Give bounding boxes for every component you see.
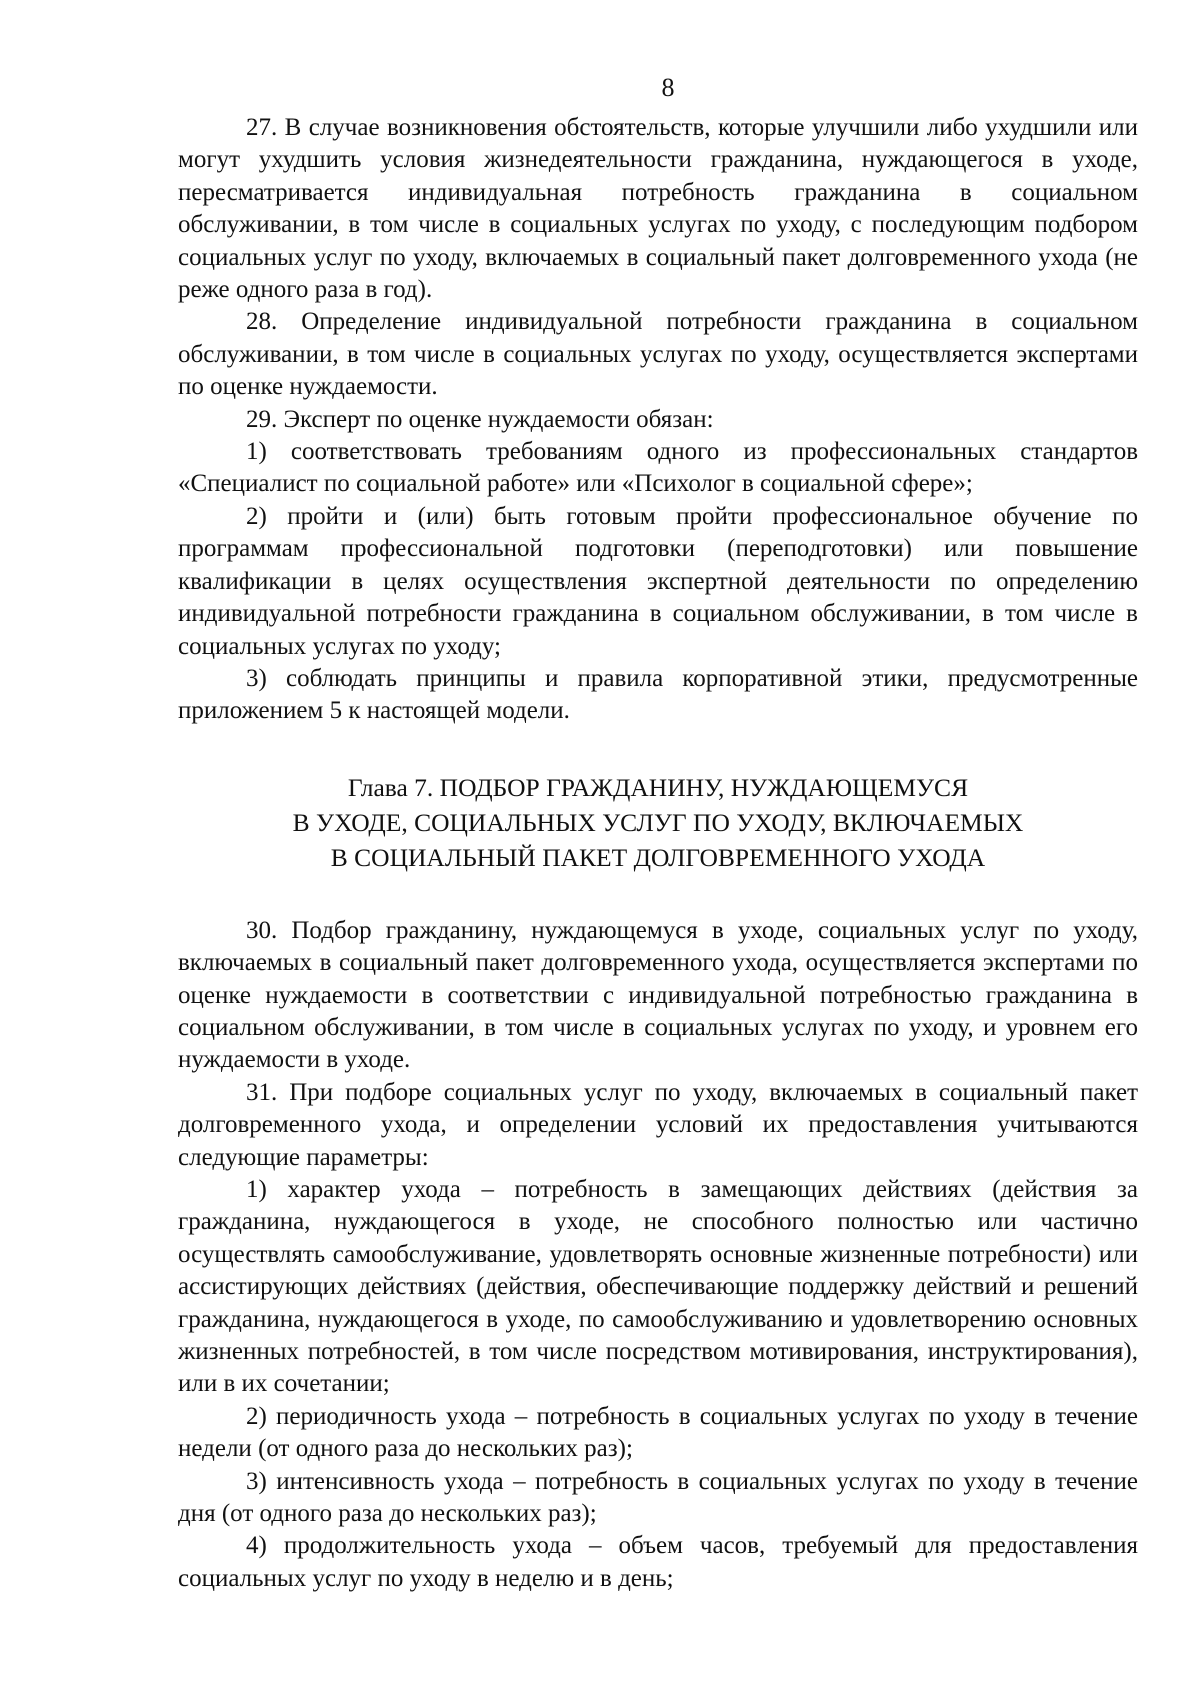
page-number: 8: [661, 73, 675, 102]
chapter-title-line-2: В УХОДЕ, СОЦИАЛЬНЫХ УСЛУГ ПО УХОДУ, ВКЛЮЧАЕМЫХ: [292, 807, 1024, 837]
list-item-31-3: 3) интенсивность ухода – потребность в социальных услугах по уходу в течение дня (от одного раза до нескольких раз);: [178, 1467, 1138, 1528]
list-item-31-2: 2) периодичность ухода – потребность в социальных услугах по уходу в течение недели (от одного раза до нескольких раз);: [178, 1402, 1138, 1463]
chapter-title-line-3: В СОЦИАЛЬНЫЙ ПАКЕТ ДОЛГОВРЕМЕННОГО УХОДА: [330, 842, 986, 872]
list-item-29-1: 1) соответствовать требованиям одного из профессиональных стандартов «Специалист по социальной работе» или «Психолог в социальной сфере»;: [178, 438, 1138, 498]
list-item-29-3: 3) соблюдать принципы и правила корпоративной этики, предусмотренные приложением 5 к настоящей модели.: [178, 664, 1138, 725]
section-before-chapter: [178, 112, 1138, 728]
paragraph-27: 27. В случае возникновения обстоятельств, которые улучшили либо ухудшили или могут ухудшить условия жизнедеятельности гражданина, нуждающегося в уходе, пересматривается индивидуальная потребность гражданина в социальном обслуживании, в том числе в социальных услугах по уходу, с последующим подбором социальных услуг по уходу, включаемых в социальный пакет долговременного ухода (не реже одного раза в год).: [178, 114, 1138, 304]
paragraph-28: 28. Определение индивидуальной потребности гражданина в социальном обслуживании, в том числе в социальных услугах по уходу, осуществляется экспертами по оценке нуждаемости.: [178, 308, 1138, 401]
chapter-title: [178, 770, 1138, 875]
list-item-31-1: 1) характер ухода – потребность в замещающих действиях (действия за гражданина, нуждающегося в уходе, не способного полностью или частично осуществлять самообслуживание, удовлетворять основные жизненные потребности) или ассистирующих действиях (действия, обеспечивающие поддержку действий и решений гражданина, нуждающегося в уходе, по самообслуживанию и удовлетворению основных жизненных потребностей, в том числе посредством мотивирования, инструктирования), или в их сочетании;: [178, 1175, 1138, 1398]
list-item-29-2: 2) пройти и (или) быть готовым пройти профессиональное обучение по программам профессиональной подготовки (переподготовки) или повышение квалификации в целях осуществления экспертной деятельности по определению индивидуальной потребности гражданина в социальном обслуживании, в том числе в социальных услугах по уходу;: [178, 502, 1138, 660]
document-page: [178, 72, 1138, 1595]
list-item-31-4: 4) продолжительность ухода – объем часов, требуемый для предоставления социальных услуг по уходу в неделю и в день;: [178, 1532, 1138, 1592]
paragraph-29: 29. Эксперт по оценке нуждаемости обязан:: [246, 405, 714, 433]
section-after-chapter: [178, 915, 1138, 1596]
chapter-title-line-1: Глава 7. ПОДБОР ГРАЖДАНИНУ, НУЖДАЮЩЕМУСЯ: [347, 772, 969, 802]
paragraph-30: 30. Подбор гражданину, нуждающемуся в уходе, социальных услуг по уходу, включаемых в социальный пакет долговременного ухода, осуществляется экспертами по оценке нуждаемости в соответствии с индивидуальной потребностью гражданина в социальном обслуживании, в том числе в социальных услугах по уходу, и уровнем его нуждаемости в уходе.: [178, 916, 1138, 1074]
paragraph-31: 31. При подборе социальных услуг по уходу, включаемых в социальный пакет долговременного ухода, и определении условий их предоставления учитываются следующие параметры:: [178, 1078, 1138, 1171]
